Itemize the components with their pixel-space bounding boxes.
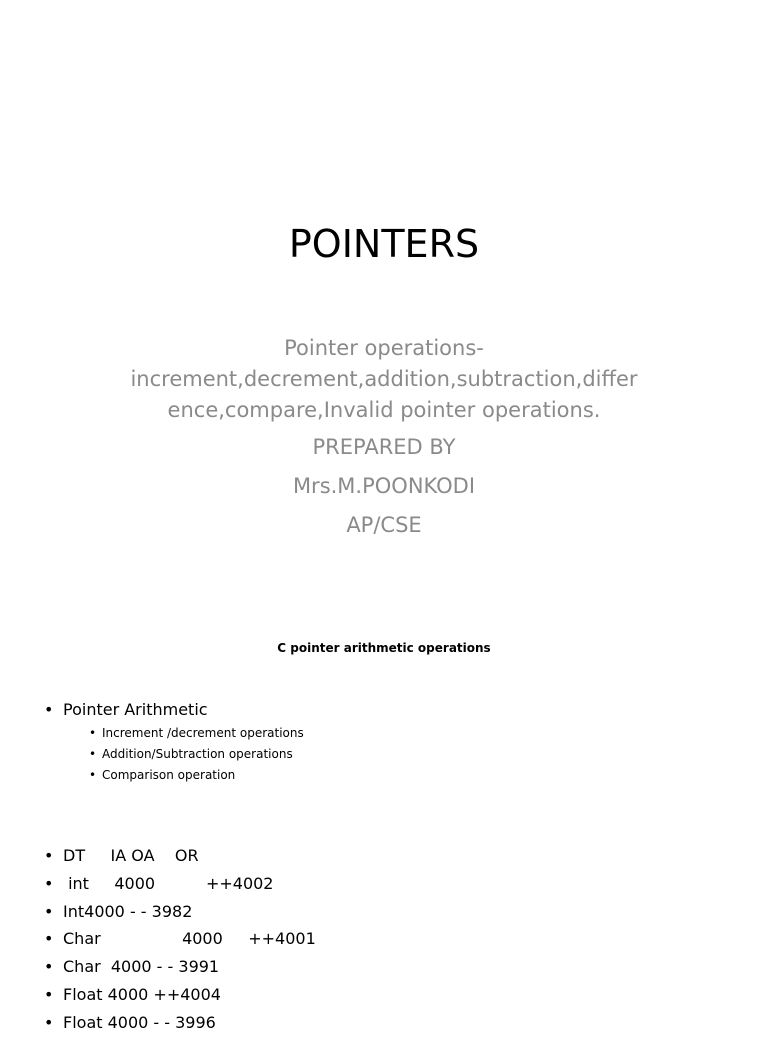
bullet-item: • Char 4000 ++4001 xyxy=(44,925,316,953)
subtitle-line: Pointer operations- xyxy=(284,336,484,360)
sub-bullet-item: • Comparison operation xyxy=(89,765,304,786)
slide-heading: C pointer arithmetic operations xyxy=(277,641,491,655)
sub-bullet-item: • Addition/Subtraction operations xyxy=(89,744,304,765)
content-slide-table xyxy=(0,840,768,1032)
bullet-item: • Char 4000 - - 3991 xyxy=(44,953,316,981)
bullet-list xyxy=(44,699,304,786)
bullet-item: • Int4000 - - 3982 xyxy=(44,898,316,926)
subtitle-line: ence,compare,Invalid pointer operations. xyxy=(167,398,601,422)
bullet-item: • Float 4000 - - 3996 xyxy=(44,1009,316,1037)
slide-title: POINTERS xyxy=(288,222,480,266)
bullet-item: • Float 4000 ++4004 xyxy=(44,981,316,1009)
bullet-item xyxy=(44,699,304,786)
sub-bullet-list xyxy=(89,723,304,786)
bullet-list xyxy=(44,842,316,1037)
author-designation: AP/CSE xyxy=(346,513,422,537)
sub-bullet-item: • Increment /decrement operations xyxy=(89,723,304,744)
slide-subtitle xyxy=(110,332,658,543)
author-name: Mrs.M.POONKODI xyxy=(292,474,476,498)
prepared-by-label: PREPARED BY xyxy=(312,435,456,459)
bullet-item: • int 4000 ++4002 xyxy=(44,870,316,898)
bullet-text: Pointer Arithmetic xyxy=(63,700,208,719)
bullet-item: • DT IA OA OR xyxy=(44,842,316,870)
subtitle-line: increment,decrement,addition,subtraction,differ xyxy=(130,367,638,391)
content-slide-arithmetic xyxy=(0,630,768,830)
